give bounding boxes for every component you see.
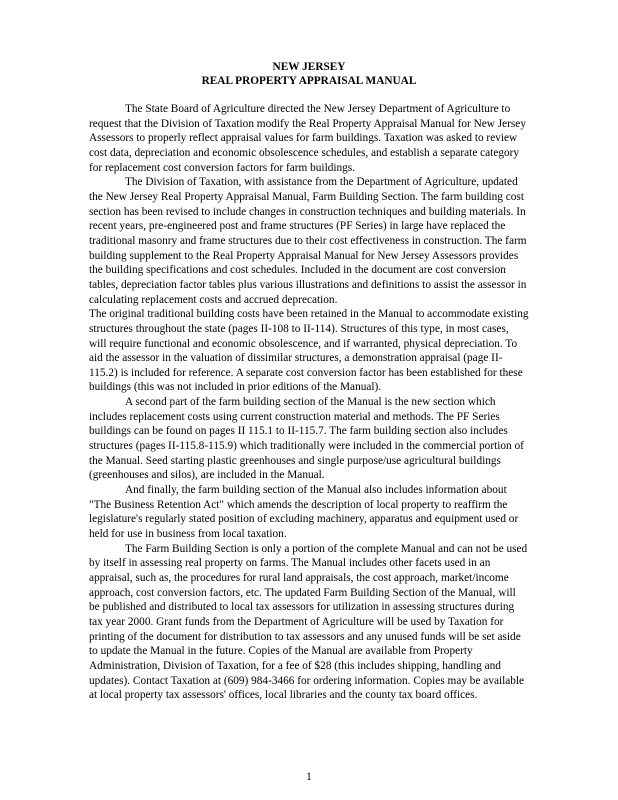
page-number: 1 bbox=[306, 771, 312, 783]
paragraph-division-update: The Division of Taxation, with assistance from the Department of Agriculture, updated the New Jersey Real Property Appraisal Manual, Farm Building Section. The farm building cost section has been revised to include changes in construction techniques and building materials. In recent years, pre-engineered post and frame structures (PF Series) in large have replaced the traditional masonry and frame structures due to their cost effectiveness in construction. The farm building supplement to the Real Property Appraisal Manual for New Jersey Assessors provides the building specifications and cost schedules. Included in the document are cost conversion tables, depreciation factor tables plus various illustrations and definitions to assist the assessor in calculating replacement costs and accrued deprecation. bbox=[89, 176, 527, 306]
paragraph-intro: The State Board of Agriculture directed the New Jersey Department of Agriculture to request that the Division of Taxation modify the Real Property Appraisal Manual for New Jersey Assessors to properly reflect appraisal values for farm buildings. Taxation was asked to review cost data, depreciation and economic obsolescence schedules, and establish a separate category for replacement cost conversion factors for farm buildings. bbox=[89, 103, 526, 174]
paragraph-farm-building-section: The Farm Building Section is only a portion of the complete Manual and can not be used by itself in assessing real property on farms. The Manual includes other facets used in an appraisal, such as, the procedures for rural land appraisals, the cost approach, market/income approach, cost conversion factors, etc. The updated Farm Building Section of the Manual, will be published and distributed to local tax assessors for utilization in assessing structures during tax year 2000. Grant funds from the Department of Agriculture will be used by Taxation for printing of the document for distribution to tax assessors and any unused funds will be set aside to update the Manual in the future. Copies of the Manual are available from Property Administration, Division of Taxation, for a fee of $28 (this includes shipping, handling and updates). Contact Taxation at (609) 984-3466 for ordering information. Copies may be available at local property tax assessors' offices, local libraries and the county tax board offices. bbox=[89, 542, 528, 702]
title-line-state: NEW JERSEY bbox=[272, 61, 346, 73]
paragraph-business-retention: And finally, the farm building section of the Manual also includes information about "The Business Retention Act" which amends the description of local property to reaffirm the legislature's regularly stated position of excluding machinery, apparatus and equipment used or held for use in business from local taxation. bbox=[89, 484, 519, 541]
paragraph-traditional-costs: The original traditional building costs have been retained in the Manual to accommodate existing structures throughout the state (pages II-108 to II-114). Structures of this type, in most cases, will require functional and economic obsolescence, and if warranted, physical depreciation. To aid the assessor in the valuation of dissimilar structures, a demonstration appraisal (page II-115.2) is included for reference. A separate cost conversion factor has been established for these buildings (this was not included in prior editions of the Manual). bbox=[89, 308, 529, 394]
document-body bbox=[89, 102, 529, 703]
document-title bbox=[0, 60, 618, 88]
paragraph-second-part: A second part of the farm building section of the Manual is the new section which includes replacement costs using current construction material and methods. The PF Series buildings can be found on pages II 115.1 to II-115.7. The farm building section also includes structures (pages II-115.8-115.9) which traditionally were included in the commercial portion of the Manual. Seed starting plastic greenhouses and single purpose/use agricultural buildings (greenhouses and silos), are included in the Manual. bbox=[89, 396, 524, 482]
title-line-manual: REAL PROPERTY APPRAISAL MANUAL bbox=[201, 75, 417, 87]
